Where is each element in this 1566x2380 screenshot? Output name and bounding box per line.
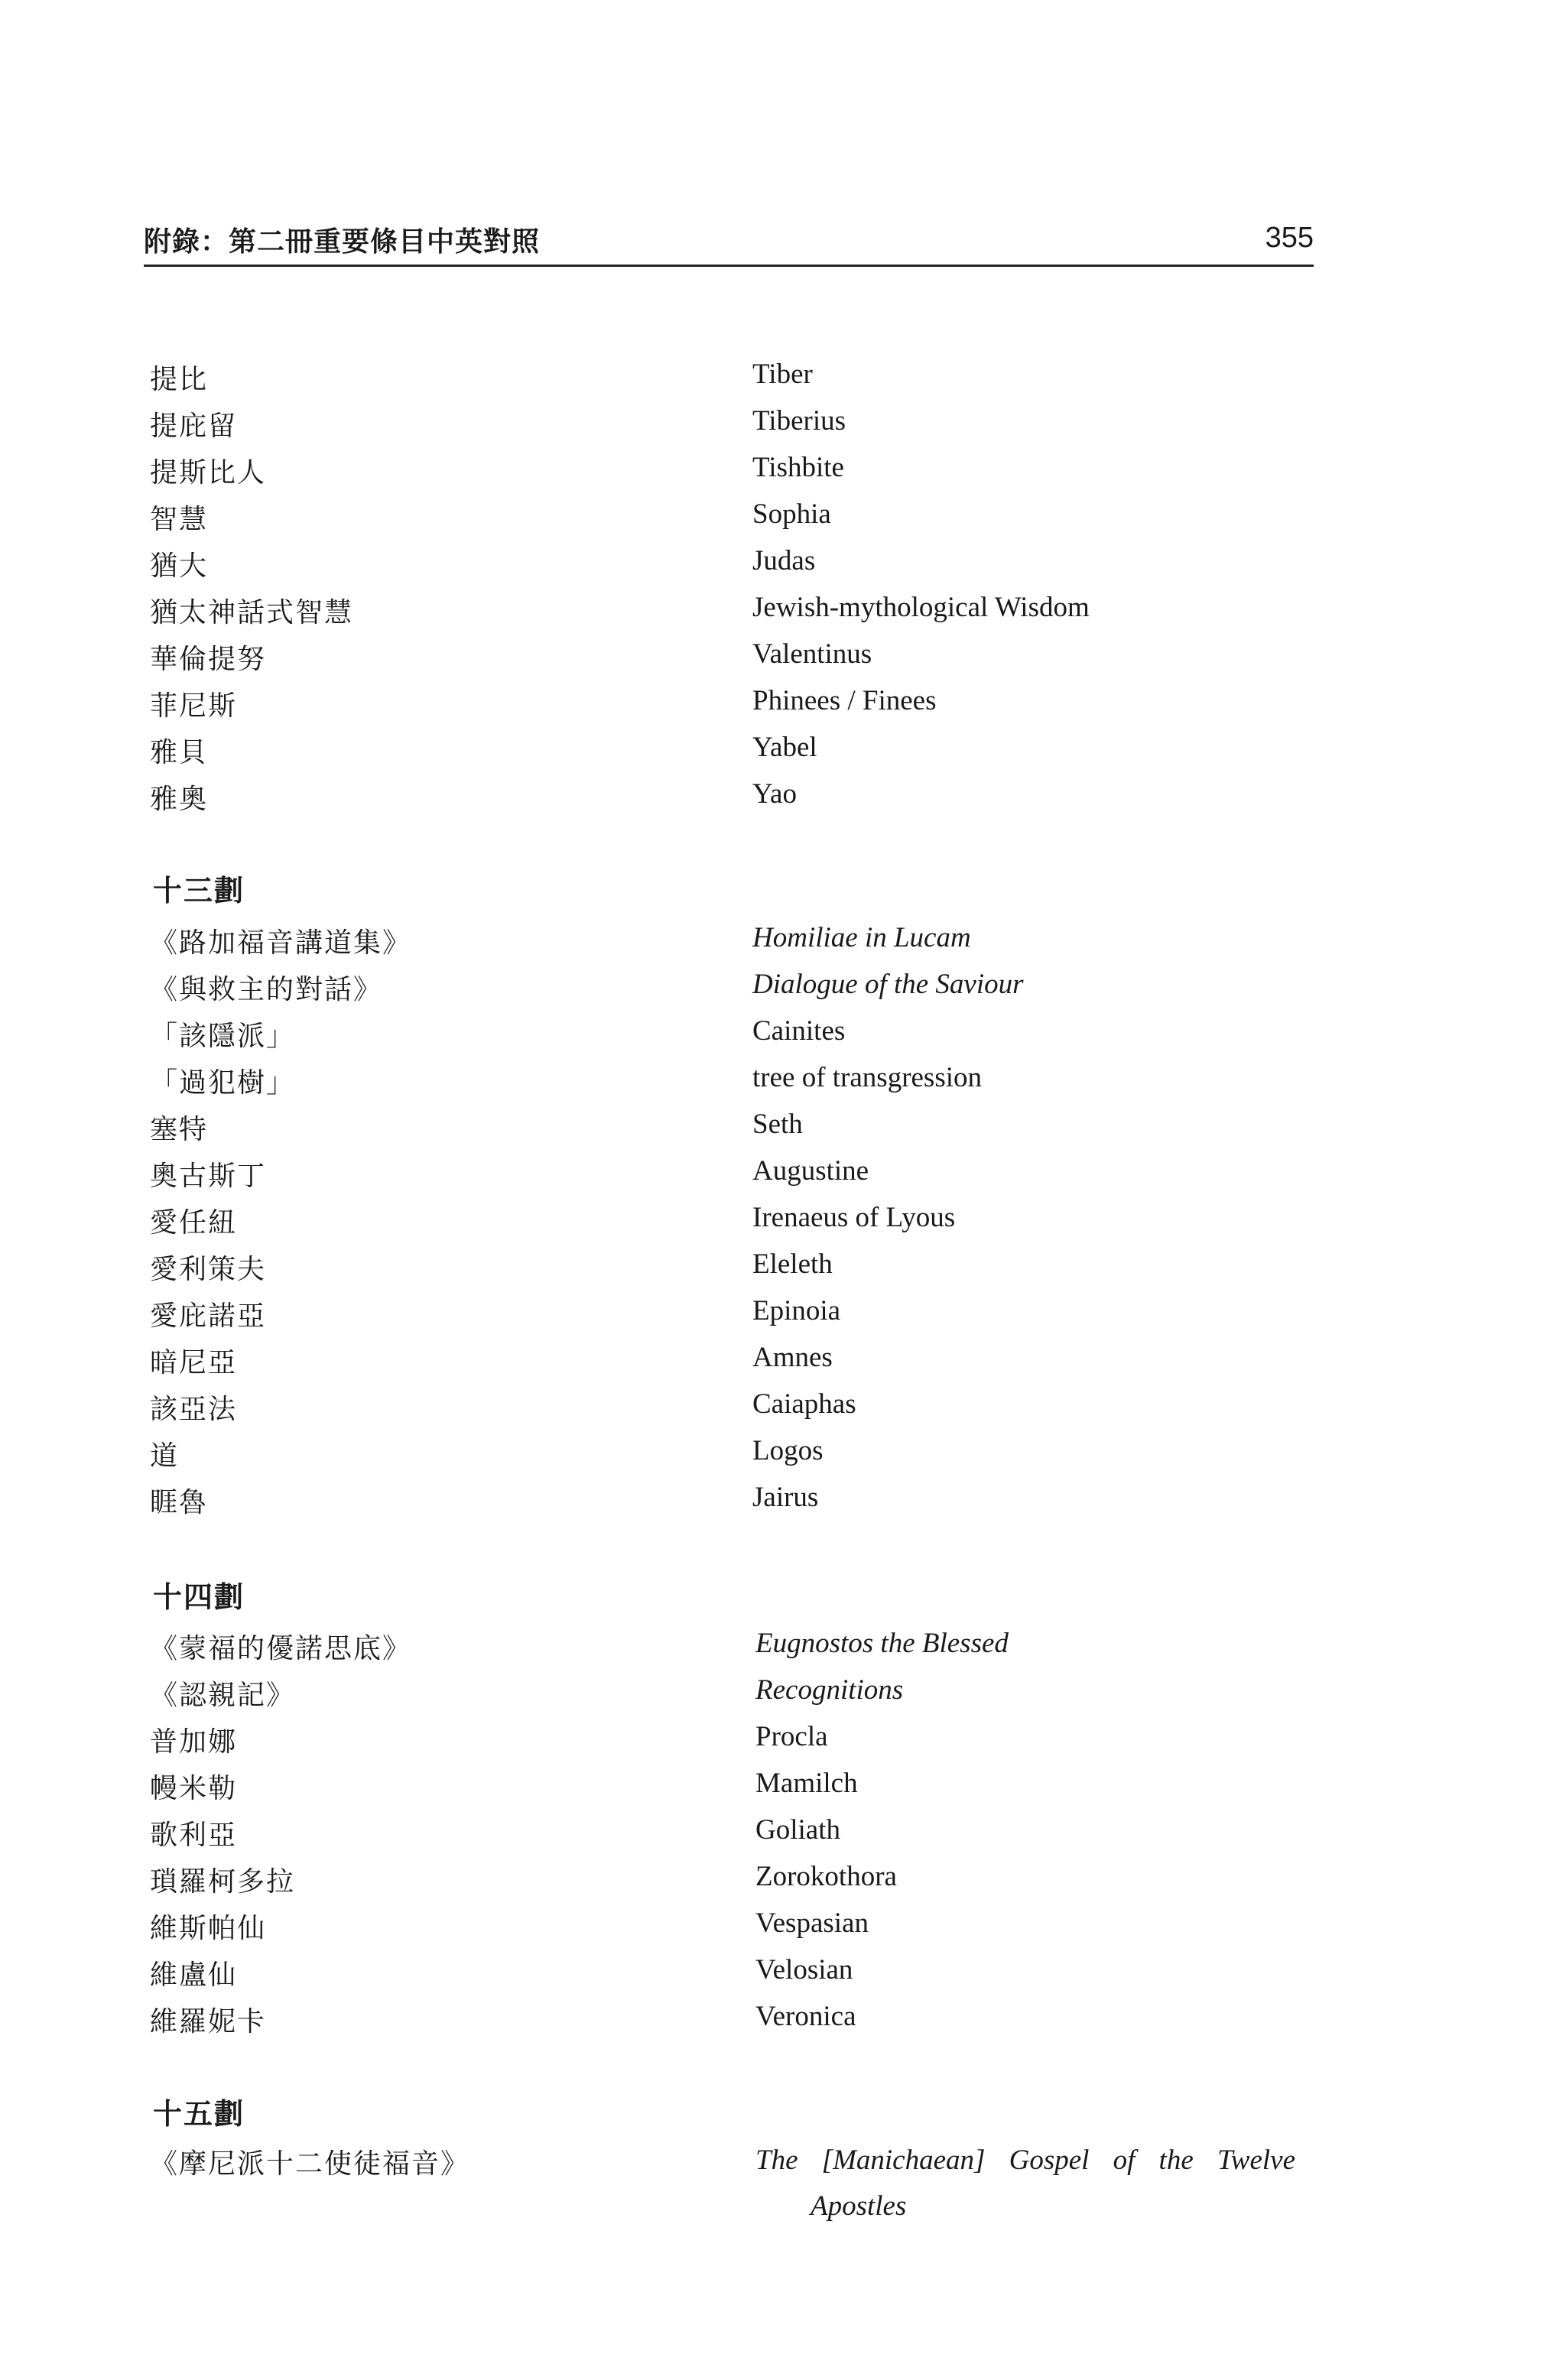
entry-chinese: 該亞法 [150, 1394, 238, 1425]
entry-english: Amnes [752, 1342, 833, 1373]
entry-english: Procla [755, 1721, 828, 1752]
entry-row [0, 921, 1566, 967]
entry-chinese: 維斯帕仙 [150, 1913, 267, 1944]
entry-chinese: 猶大 [150, 550, 209, 582]
entry-row [0, 451, 1566, 497]
entry-chinese: 提斯比人 [150, 457, 267, 489]
entry-english: Goliath [755, 1814, 840, 1846]
entry-english: Logos [752, 1435, 824, 1466]
entry-row [0, 1767, 1566, 1813]
entry-row [0, 404, 1566, 450]
entry-english: Seth [752, 1109, 803, 1140]
entry-chinese: 《蒙福的優諾思底》 [150, 1633, 412, 1664]
entry-row [0, 2142, 1566, 2242]
entry-english: Homiliae in Lucam [752, 922, 971, 953]
entry-english: Yao [752, 778, 797, 810]
entry-chinese: 暗尼亞 [150, 1347, 238, 1378]
entry-row [0, 1674, 1566, 1719]
entry-row [0, 638, 1566, 683]
entry-row [0, 684, 1566, 730]
entry-english: Vespasian [755, 1908, 869, 1939]
entry-row [0, 1201, 1566, 1247]
entry-row [0, 1015, 1566, 1060]
entry-chinese: 維羅妮卡 [150, 2006, 267, 2037]
entry-chinese: 《與救主的對話》 [150, 974, 383, 1005]
entry-english: Veronica [755, 2001, 856, 2032]
entry-row [0, 968, 1566, 1014]
entry-english-line1: The [Manichaean] Gospel of the Twelve [755, 2145, 1295, 2176]
entry-chinese: 愛任紐 [150, 1207, 238, 1239]
entry-chinese: 智慧 [150, 504, 209, 535]
entry-chinese: 雅奧 [150, 784, 209, 815]
entry-english: Tiber [752, 359, 813, 390]
entry-english: Jewish-mythological Wisdom [752, 592, 1090, 623]
entry-chinese: 《路加福音講道集》 [150, 927, 412, 959]
entry-row [0, 1720, 1566, 1766]
entry-row [0, 591, 1566, 637]
entry-row [0, 1294, 1566, 1340]
entry-row [0, 1813, 1566, 1859]
entry-chinese: 瑣羅柯多拉 [150, 1866, 296, 1898]
entry-chinese: 提庇留 [150, 411, 238, 442]
entry-english-line2: Apostles [811, 2190, 907, 2222]
entry-english: Caiaphas [752, 1388, 856, 1420]
entry-chinese: 菲尼斯 [150, 690, 238, 722]
entry-chinese: 《認親記》 [150, 1680, 296, 1711]
entry-row [0, 778, 1566, 823]
entry-english: Valentinus [752, 638, 872, 670]
entry-row [0, 544, 1566, 590]
header-title: 附錄：第二冊重要條目中英對照 [144, 226, 541, 258]
entry-chinese: 《摩尼派十二使徒福音》 [150, 2148, 470, 2180]
entry-row [0, 1434, 1566, 1480]
entry-english: Tishbite [752, 452, 844, 483]
entry-row [0, 1341, 1566, 1387]
page-number: 355 [1265, 222, 1314, 254]
entry-row [0, 1907, 1566, 1953]
entry-english: Epinoia [752, 1295, 841, 1326]
entry-row [0, 1860, 1566, 1906]
entry-row [0, 358, 1566, 404]
entry-english: Recognitions [755, 1674, 904, 1706]
entry-english: Eugnostos the Blessed [755, 1628, 1009, 1659]
entry-english: Sophia [752, 498, 831, 530]
entry-english: Cainites [752, 1015, 846, 1047]
running-header [144, 220, 1314, 267]
entry-row [0, 1953, 1566, 1999]
entry-english [755, 2138, 1295, 2229]
section-heading: 十四劃 [153, 1580, 245, 1614]
section-heading: 十三劃 [153, 874, 245, 908]
entry-chinese: 塞特 [150, 1114, 209, 1145]
entry-english: Velosian [755, 1954, 853, 1985]
entry-chinese: 睚魯 [150, 1487, 209, 1518]
entry-english: Eleleth [752, 1248, 833, 1280]
entry-english: Yabel [752, 732, 817, 763]
entry-row [0, 1154, 1566, 1200]
section-heading: 十五劃 [153, 2097, 245, 2131]
entry-english: tree of transgression [752, 1062, 983, 1093]
entry-english: Irenaeus of Lyous [752, 1202, 956, 1233]
entry-english: Mamilch [755, 1768, 858, 1799]
entry-chinese: 普加娜 [150, 1726, 238, 1758]
entry-english: Jairus [752, 1482, 819, 1513]
entry-chinese: 提比 [150, 364, 209, 395]
entry-chinese: 維盧仙 [150, 1960, 238, 1991]
entry-english: Zorokothora [755, 1861, 897, 1892]
entry-chinese: 道 [150, 1440, 180, 1472]
entry-chinese: 華倫提努 [150, 644, 267, 675]
entry-row [0, 498, 1566, 544]
entry-chinese: 猶太神話式智慧 [150, 597, 354, 628]
entry-chinese: 愛利策夫 [150, 1254, 267, 1285]
entry-chinese: 奧古斯丁 [150, 1161, 267, 1192]
entry-row [0, 1061, 1566, 1107]
entry-chinese: 愛庇諾亞 [150, 1300, 267, 1332]
entry-row [0, 2000, 1566, 2046]
entry-english: Tiberius [752, 405, 846, 437]
entry-row [0, 1388, 1566, 1434]
entry-chinese: 幔米勒 [150, 1773, 238, 1804]
entry-chinese: 雅貝 [150, 737, 209, 768]
entry-english: Judas [752, 545, 816, 576]
entry-row [0, 1248, 1566, 1294]
entry-row [0, 731, 1566, 777]
entry-row [0, 1481, 1566, 1527]
entry-english: Phinees / Finees [752, 685, 937, 716]
entry-row [0, 1108, 1566, 1154]
entry-english: Dialogue of the Saviour [752, 969, 1024, 1000]
entry-chinese: 歌利亞 [150, 1820, 238, 1851]
entry-chinese: 「該隱派」 [150, 1021, 296, 1052]
entry-chinese: 「過犯樹」 [150, 1067, 296, 1099]
entry-row [0, 1627, 1566, 1673]
entry-english: Augustine [752, 1155, 869, 1187]
